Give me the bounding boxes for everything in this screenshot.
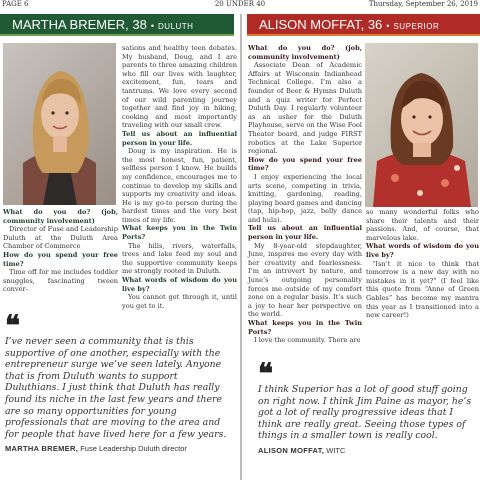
answer-text: Time off for me includes toddler snuggles, fascinating tween conver-: [3, 268, 118, 294]
martha-location: DULUTH: [158, 22, 194, 31]
martha-pull-quote: [5, 309, 233, 455]
alison-quote-attribution: [258, 445, 476, 457]
answer-text: sations and healthy teen debates. My husband, Doug, and I are parents to three amazing children who fill our lives with laughter, excitement, fun, tears and tantrums. We love every second of our wild parenting journey together and find joy in hiking, cooking and most importantly traveling with our small crew.: [122, 44, 237, 130]
martha-name: MARTHA BREMER, 38: [12, 17, 147, 32]
question-heading: What keeps you in the Twin Ports?: [248, 319, 362, 336]
quote-mark-icon: ❝: [258, 357, 274, 390]
answer-text: I love the community. There are: [254, 336, 361, 345]
martha-portrait-illustration: [3, 43, 116, 205]
alison-name-banner: [247, 14, 480, 36]
page-number: PAGE 6: [2, 0, 29, 8]
alison-portrait-photo: [365, 43, 478, 207]
question-heading: Tell us about an influential person in your life.: [122, 129, 237, 147]
alison-location: SUPERIOR: [393, 22, 440, 31]
column-divider: [240, 14, 242, 480]
question-heading: What do you do? (job, community involvement): [3, 208, 118, 225]
martha-quote-attribution: [5, 443, 233, 455]
martha-column-1: [3, 208, 118, 294]
separator-dot: •: [386, 21, 390, 31]
martha-quote-text: I’ve never seen a community that is this supportive of one another, especially with the entrepreneur surge we’ve seen lately. Anyone that is from Duluth wants to support Duluthians. I just think that Duluth has really found its niche in the last few years and there are so many opportunities for young professionals that are moving to the area and for people that have lived here for a few years.: [5, 336, 227, 440]
question-heading: Tell us about an influential person in your life.: [248, 224, 362, 242]
question-heading: What words of wisdom do you live by?: [366, 242, 479, 259]
answer-text: My 8-year-old stepdaughter, June, inspires me every day with her creativity and fearlessness. I’m an introvert by nature, and June’s outgoing personality forces me outside of my comfort zone on a regular basis. It’s such a joy to hear her perspective on the world.: [248, 241, 362, 319]
attribution-name: MARTHA BREMER,: [5, 444, 79, 454]
alison-column-1: [248, 44, 362, 345]
attribution-title: Fuse Leadership Duluth director: [80, 444, 187, 454]
alison-name: ALISON MOFFAT, 36: [259, 17, 383, 32]
question-heading: What words of wisdom do you live by?: [122, 276, 237, 293]
issue-date: Thursday, September 26, 2019: [368, 0, 478, 8]
answer-text: “Isn’t it nice to think that tomorrow is a new day with no mistakes in it yet?” (I feel like this quote from “Anne of Green Gables” has become my mantra this year as I transitioned into a new career!): [366, 259, 479, 320]
section-title: 20 UNDER 40: [214, 0, 266, 8]
page-header: [0, 0, 480, 9]
martha-portrait-photo: [3, 43, 116, 205]
alison-quote-text: I think Superior has a lot of good stuff going on right now. I think Jim Paine as mayor, he’s got a lot of really progressive ideas that I think are really great. Seeing those types of things in a smaller town is really cool.: [258, 384, 472, 442]
answer-text: I enjoy experiencing the local arts scene, competing in trivia, knitting, gardening, reading, playing board games and dancing (tap, hip-hop, jazz, belly dance and hula).: [248, 172, 362, 224]
alison-column-2: [366, 208, 479, 320]
question-heading: How do you spend your free time?: [3, 250, 118, 268]
answer-text: Doug is my inspiration. He is the most honest, fun, patient, selfless person I know. He builds my confidence, encourages me to continue to develop my skills and supports my creativity and ideas. He is my go-to person during the hardest times and the very best times of my life.: [122, 147, 237, 224]
answer-text: The hills, rivers, waterfalls, trees and lake feed my soul and the supportive community keeps me strongly rooted in Duluth.: [122, 241, 237, 276]
question-heading: What keeps you in the Twin Ports?: [122, 224, 237, 242]
attribution-title: WITC: [326, 445, 346, 455]
answer-text: so many wonderful folks who share their talents and their passions. And, of course, that marvelous lake.: [366, 208, 479, 242]
answer-text: You cannot get through it, until you get to it.: [122, 293, 237, 310]
alison-portrait-illustration: [365, 43, 478, 207]
answer-text: Director of Fuse and Leadership Duluth at the Duluth Area Chamber of Commerce: [3, 225, 118, 251]
question-heading: What do you do? (job, community involvement): [248, 44, 362, 61]
martha-name-banner: [0, 14, 234, 36]
separator-dot: •: [150, 21, 155, 31]
alison-pull-quote: [258, 357, 476, 457]
answer-text: Associate Dean of Academic Affairs at Wisconsin Indianhead Technical College. I’m also a founder of Beer & Hymns Duluth and a quiz writer for Perfect Duluth Day. I regularly volunteer as an usher for the Duluth Playhouse, serve on the Wise Fool Theater board, and judge FIRST robotics at the Lake Superior regional.: [248, 61, 362, 156]
martha-column-2: [122, 44, 237, 310]
question-heading: How do you spend your free time?: [248, 155, 362, 173]
quote-mark-icon: ❝: [5, 309, 21, 342]
attribution-name: ALISON MOFFAT,: [258, 445, 325, 455]
